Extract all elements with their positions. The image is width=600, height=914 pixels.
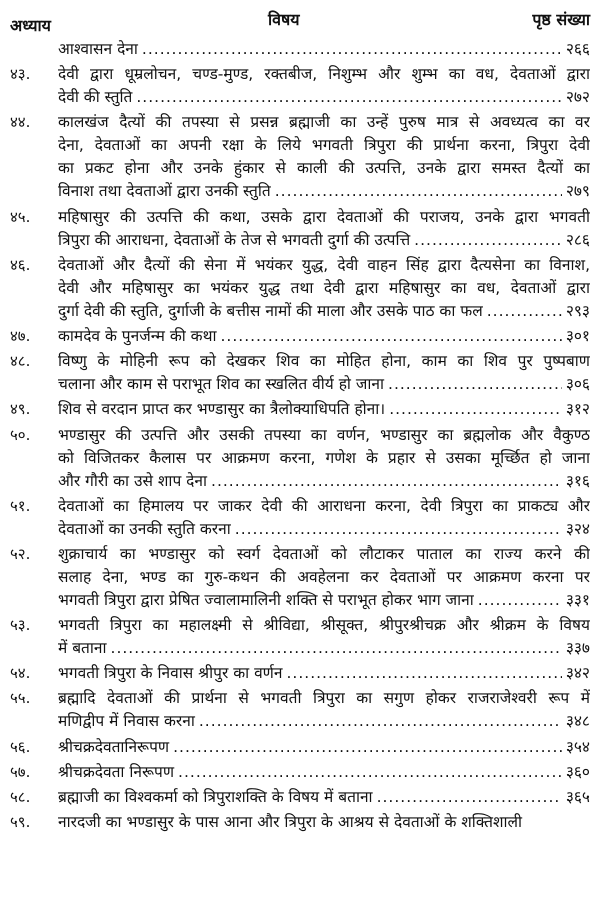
page-number: ३६५	[565, 788, 590, 806]
entry-text: आश्वासन देना	[58, 40, 138, 58]
entry-text: महिषासुर की उत्पत्ति की कथा, उसके द्वारा देवताओं की पराजय, उनके द्वारा भगवती	[58, 207, 590, 226]
entry-text: भगवती त्रिपुरा का महालक्ष्मी से श्रीविद्या, श्रीसूक्त, श्रीपुरश्रीचक्र और श्रीक्रम के विषय	[58, 616, 590, 635]
dot-leader	[287, 662, 562, 685]
entry-text: ब्रह्मादि देवताओं की प्रार्थना से भगवती त्रिपुरा का सगुण होकर राजराजेश्वरी रूप में	[58, 689, 590, 708]
toc-entry	[0, 662, 600, 685]
toc-entry	[0, 786, 600, 809]
toc-entry	[0, 614, 600, 660]
chapter-number: ४६.	[10, 255, 31, 274]
entry-text: त्रिपुरा की आराधना, देवताओं के तेज से भगवती दुर्गा की उत्पत्ति	[58, 230, 411, 249]
dot-leader	[142, 38, 562, 61]
entry-last-line	[58, 300, 590, 323]
page-column-heading: पृष्ठ संख्या	[532, 10, 590, 29]
entry-text: में बताना	[58, 639, 107, 658]
chapter-column-heading: अध्याय	[10, 16, 51, 35]
dot-leader	[389, 398, 562, 421]
entry-text: श्रीचक्रदेवता निरूपण	[58, 762, 175, 781]
entry-last-line	[58, 761, 590, 784]
dot-leader	[173, 736, 562, 759]
table-of-contents	[0, 38, 600, 836]
toc-entry	[0, 811, 600, 834]
entry-last-line	[58, 373, 590, 396]
toc-entry	[0, 325, 600, 348]
toc-entry	[0, 38, 600, 61]
chapter-number: ५९.	[10, 813, 31, 832]
entry-last-line	[58, 786, 590, 809]
dot-leader	[211, 470, 562, 493]
chapter-number: ४५.	[10, 207, 31, 226]
entry-last-line	[58, 325, 590, 348]
entry-text: शिव से वरदान प्राप्त कर भण्डासुर का त्रैलोक्याधिपति होना।	[58, 400, 386, 419]
chapter-number: ५८.	[10, 788, 31, 806]
entry-last-line	[58, 86, 590, 109]
dot-leader	[275, 180, 562, 203]
entry-last-line	[58, 398, 590, 421]
entry-text: श्रीचक्रदेवतानिरूपण	[58, 737, 170, 756]
entry-text: सलाह देना, भण्ड का गुरु-कथन की अवहेलना कर देवताओं पर आक्रमण करना पर	[58, 567, 590, 586]
entry-text: और गौरी का उसे शाप देना	[58, 471, 208, 490]
entry-text: का प्रकट होना और उनके हुंकार से काली की उत्पत्ति, उनके द्वारा समस्त दैत्यों का	[58, 159, 590, 178]
entry-last-line	[58, 589, 590, 612]
page-number: ३४८	[565, 712, 590, 731]
chapter-number: ४८.	[10, 352, 31, 371]
entry-text: शुक्राचार्य का भण्डासुर को स्वर्ग देवताओं को लौटाकर पाताल का राज्य करने की	[58, 544, 590, 563]
toc-entry	[0, 495, 600, 541]
toc-entry	[0, 736, 600, 759]
chapter-number: ५१.	[10, 496, 31, 515]
chapter-number: ५०.	[10, 425, 31, 444]
dot-leader	[388, 373, 562, 396]
entry-last-line	[58, 470, 590, 493]
dot-leader	[111, 637, 562, 660]
entry-text: कामदेव के पुनर्जन्म की कथा	[58, 326, 217, 345]
page-number: २७९	[565, 182, 590, 201]
entry-text: विनाश तथा देवताओं द्वारा उनकी स्तुति	[58, 182, 271, 201]
entry-text: चलाना और काम से पराभूत शिव का स्खलित वीर्य हो जाना	[58, 375, 385, 394]
toc-entry	[0, 687, 600, 733]
page-number: ३३७	[565, 639, 590, 658]
entry-last-line	[58, 710, 590, 733]
entry-text: मणिद्वीप में निवास करना	[58, 712, 195, 731]
entry-last-line	[58, 518, 590, 541]
dot-leader	[487, 300, 562, 323]
entry-text: ब्रह्माजी का विश्वकर्मा को त्रिपुराशक्ति के विषय में बताना	[58, 788, 373, 806]
toc-entry	[0, 111, 600, 203]
toc-entry	[0, 63, 600, 109]
entry-text: देवताओं का हिमालय पर जाकर देवी की आराधना करना, देवी त्रिपुरा का प्राकट्य और	[58, 496, 590, 515]
dot-leader	[414, 229, 562, 252]
toc-entry	[0, 424, 600, 493]
entry-last-line	[58, 38, 590, 61]
page-number: २८६	[565, 230, 590, 249]
entry-text: नारदजी का भण्डासुर के पास आना और त्रिपुरा के आश्रय से देवताओं के शक्तिशाली	[58, 813, 523, 832]
entry-text: भण्डासुर की उत्पत्ति और उसकी तपस्या का वर्णन, भण्डासुर का ब्रह्मलोक और वैकुण्ठ	[58, 425, 590, 444]
page-number: ३०६	[565, 375, 590, 394]
toc-entry	[0, 543, 600, 612]
entry-text: देना, देवताओं का अपनी रक्षा के लिये भगवती त्रिपुरा की प्रार्थना करना, त्रिपुरा देवी	[58, 136, 590, 155]
dot-leader	[377, 786, 562, 809]
entry-text: भगवती त्रिपुरा के निवास श्रीपुर का वर्णन	[58, 664, 283, 683]
toc-entry	[0, 398, 600, 421]
chapter-number: ४३.	[10, 65, 31, 84]
entry-text: देवी और महिषासुर का भयंकर युद्ध तथा देवी द्वारा महिषासुर का वध, देवताओं द्वारा	[58, 278, 590, 297]
entry-text: देवताओं का उनकी स्तुति करना	[58, 519, 231, 538]
dot-leader	[178, 761, 562, 784]
dot-leader	[136, 86, 561, 109]
toc-entry	[0, 254, 600, 323]
page-number: २७२	[565, 88, 590, 107]
chapter-number: ५६.	[10, 737, 31, 756]
page-number: २९३	[565, 301, 590, 320]
dot-leader	[478, 589, 562, 612]
page-number: ३६०	[565, 762, 590, 781]
page-number: ३३१	[565, 590, 590, 609]
chapter-number: ४४.	[10, 113, 31, 132]
toc-entry	[0, 761, 600, 784]
entry-text: देवी की स्तुति	[58, 88, 133, 107]
page-number: ३२४	[565, 519, 590, 538]
entry-text: विष्णु के मोहिनी रूप को देखकर शिव का मोहित होना, काम का शिव पुर पुष्पबाण	[58, 352, 590, 371]
toc-header	[0, 8, 600, 35]
page-number: ३१२	[565, 400, 590, 419]
entry-last-line	[58, 662, 590, 685]
entry-text: दुर्गा देवी की स्तुति, दुर्गाजी के बत्तीस नामों की माला और उसके पाठ का फल	[58, 301, 483, 320]
subject-column-heading: विषय	[268, 10, 300, 29]
entry-last-line	[58, 637, 590, 660]
chapter-number: ५५.	[10, 689, 31, 708]
chapter-number: ५७.	[10, 762, 31, 781]
dot-leader	[199, 710, 562, 733]
entry-text: देवी द्वारा धूम्रलोचन, चण्ड-मुण्ड, रक्तबीज, निशुम्भ और शुम्भ का वध, देवताओं द्वारा	[58, 65, 590, 84]
entry-last-line	[58, 180, 590, 203]
chapter-number: ४९.	[10, 400, 31, 419]
entry-last-line	[58, 736, 590, 759]
page-number: ३१६	[565, 471, 590, 490]
chapter-number: ५४.	[10, 664, 31, 683]
entry-text: देवताओं और दैत्यों की सेना में भयंकर युद्ध, देवी वाहन सिंह द्वारा दैत्यसेना का विनाश,	[58, 255, 590, 274]
toc-entry	[0, 350, 600, 396]
entry-text: को विजितकर कैलास पर आक्रमण करना, गणेश के प्रहार से उसका मूर्च्छित हो जाना	[58, 448, 590, 467]
page-number: २६६	[565, 40, 590, 58]
toc-entry	[0, 206, 600, 252]
entry-last-line	[58, 229, 590, 252]
entry-text: कालखंज दैत्यों की तपस्या से प्रसन्न ब्रह्माजी का उन्हें पुरुष मात्र से अवध्यत्व का वर	[58, 113, 590, 132]
page-number: ३०१	[565, 326, 590, 345]
dot-leader	[221, 325, 562, 348]
dot-leader	[235, 518, 562, 541]
entry-text: भगवती त्रिपुरा द्वारा प्रेषित ज्वालामालिनी शक्ति से पराभूत होकर भाग जाना	[58, 590, 474, 609]
page-number: ३४२	[565, 664, 590, 683]
chapter-number: ५२.	[10, 544, 31, 563]
chapter-number: ५३.	[10, 616, 31, 635]
page-number: ३५४	[565, 737, 590, 756]
chapter-number: ४७.	[10, 326, 31, 345]
